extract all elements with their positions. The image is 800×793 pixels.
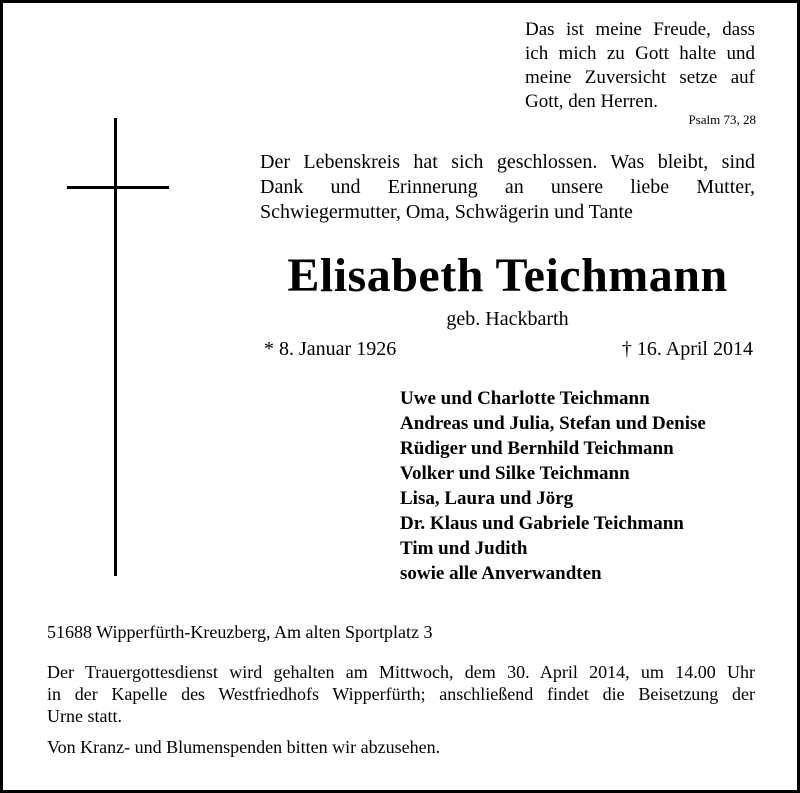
mourner-entry: Dr. Klaus und Gabriele Teichmann: [400, 513, 684, 534]
verse-line: Gott, den Herren.: [525, 91, 658, 112]
service-line: in der Kapelle des Westfriedhofs Wipperfürth; anschließend findet die Beisetzung der: [47, 684, 755, 704]
deceased-name: Elisabeth Teichmann: [287, 249, 728, 302]
maiden-name: geb. Hackbarth: [446, 308, 569, 330]
service-line: Der Trauergottesdienst wird gehalten am Mittwoch, dem 30. April 2014, um 14.00 Uhr: [47, 662, 755, 682]
mourner-entry: Lisa, Laura und Jörg: [400, 488, 574, 509]
mourners-list: [400, 386, 706, 586]
intro-line: Der Lebenskreis hat sich geschlossen. Was bleibt, sind: [260, 151, 755, 173]
mourner-entry: Rüdiger und Bernhild Teichmann: [400, 438, 674, 459]
mourner-entry: sowie alle Anverwandten: [400, 563, 602, 584]
bible-verse: [525, 18, 755, 114]
mourner-entry: Uwe und Charlotte Teichmann: [400, 388, 650, 409]
birth-date: * 8. Januar 1926: [264, 338, 397, 360]
verse-line: ich mich zu Gott halte und: [525, 43, 755, 64]
mourner-entry: Volker und Silke Teichmann: [400, 463, 630, 484]
mourner-entry: Andreas und Julia, Stefan und Denise: [400, 413, 706, 434]
service-info: [47, 661, 755, 727]
cross-icon-bar: [67, 186, 169, 189]
verse-source: Psalm 73, 28: [688, 112, 756, 127]
service-line: Urne statt.: [47, 706, 122, 726]
intro-line: Schwiegermutter, Oma, Schwägerin und Tante: [260, 201, 633, 223]
intro-text: [260, 150, 755, 225]
mourner-entry: Tim und Judith: [400, 538, 528, 559]
intro-line: Dank und Erinnerung an unsere liebe Mutter,: [260, 176, 755, 198]
verse-line: Das ist meine Freude, dass: [525, 19, 755, 40]
verse-line: meine Zuversicht setze auf: [525, 67, 755, 88]
death-date: † 16. April 2014: [621, 338, 753, 360]
closing-note: Von Kranz- und Blumenspenden bitten wir abzusehen.: [47, 737, 441, 757]
address: 51688 Wipperfürth-Kreuzberg, Am alten Sportplatz 3: [47, 622, 433, 642]
